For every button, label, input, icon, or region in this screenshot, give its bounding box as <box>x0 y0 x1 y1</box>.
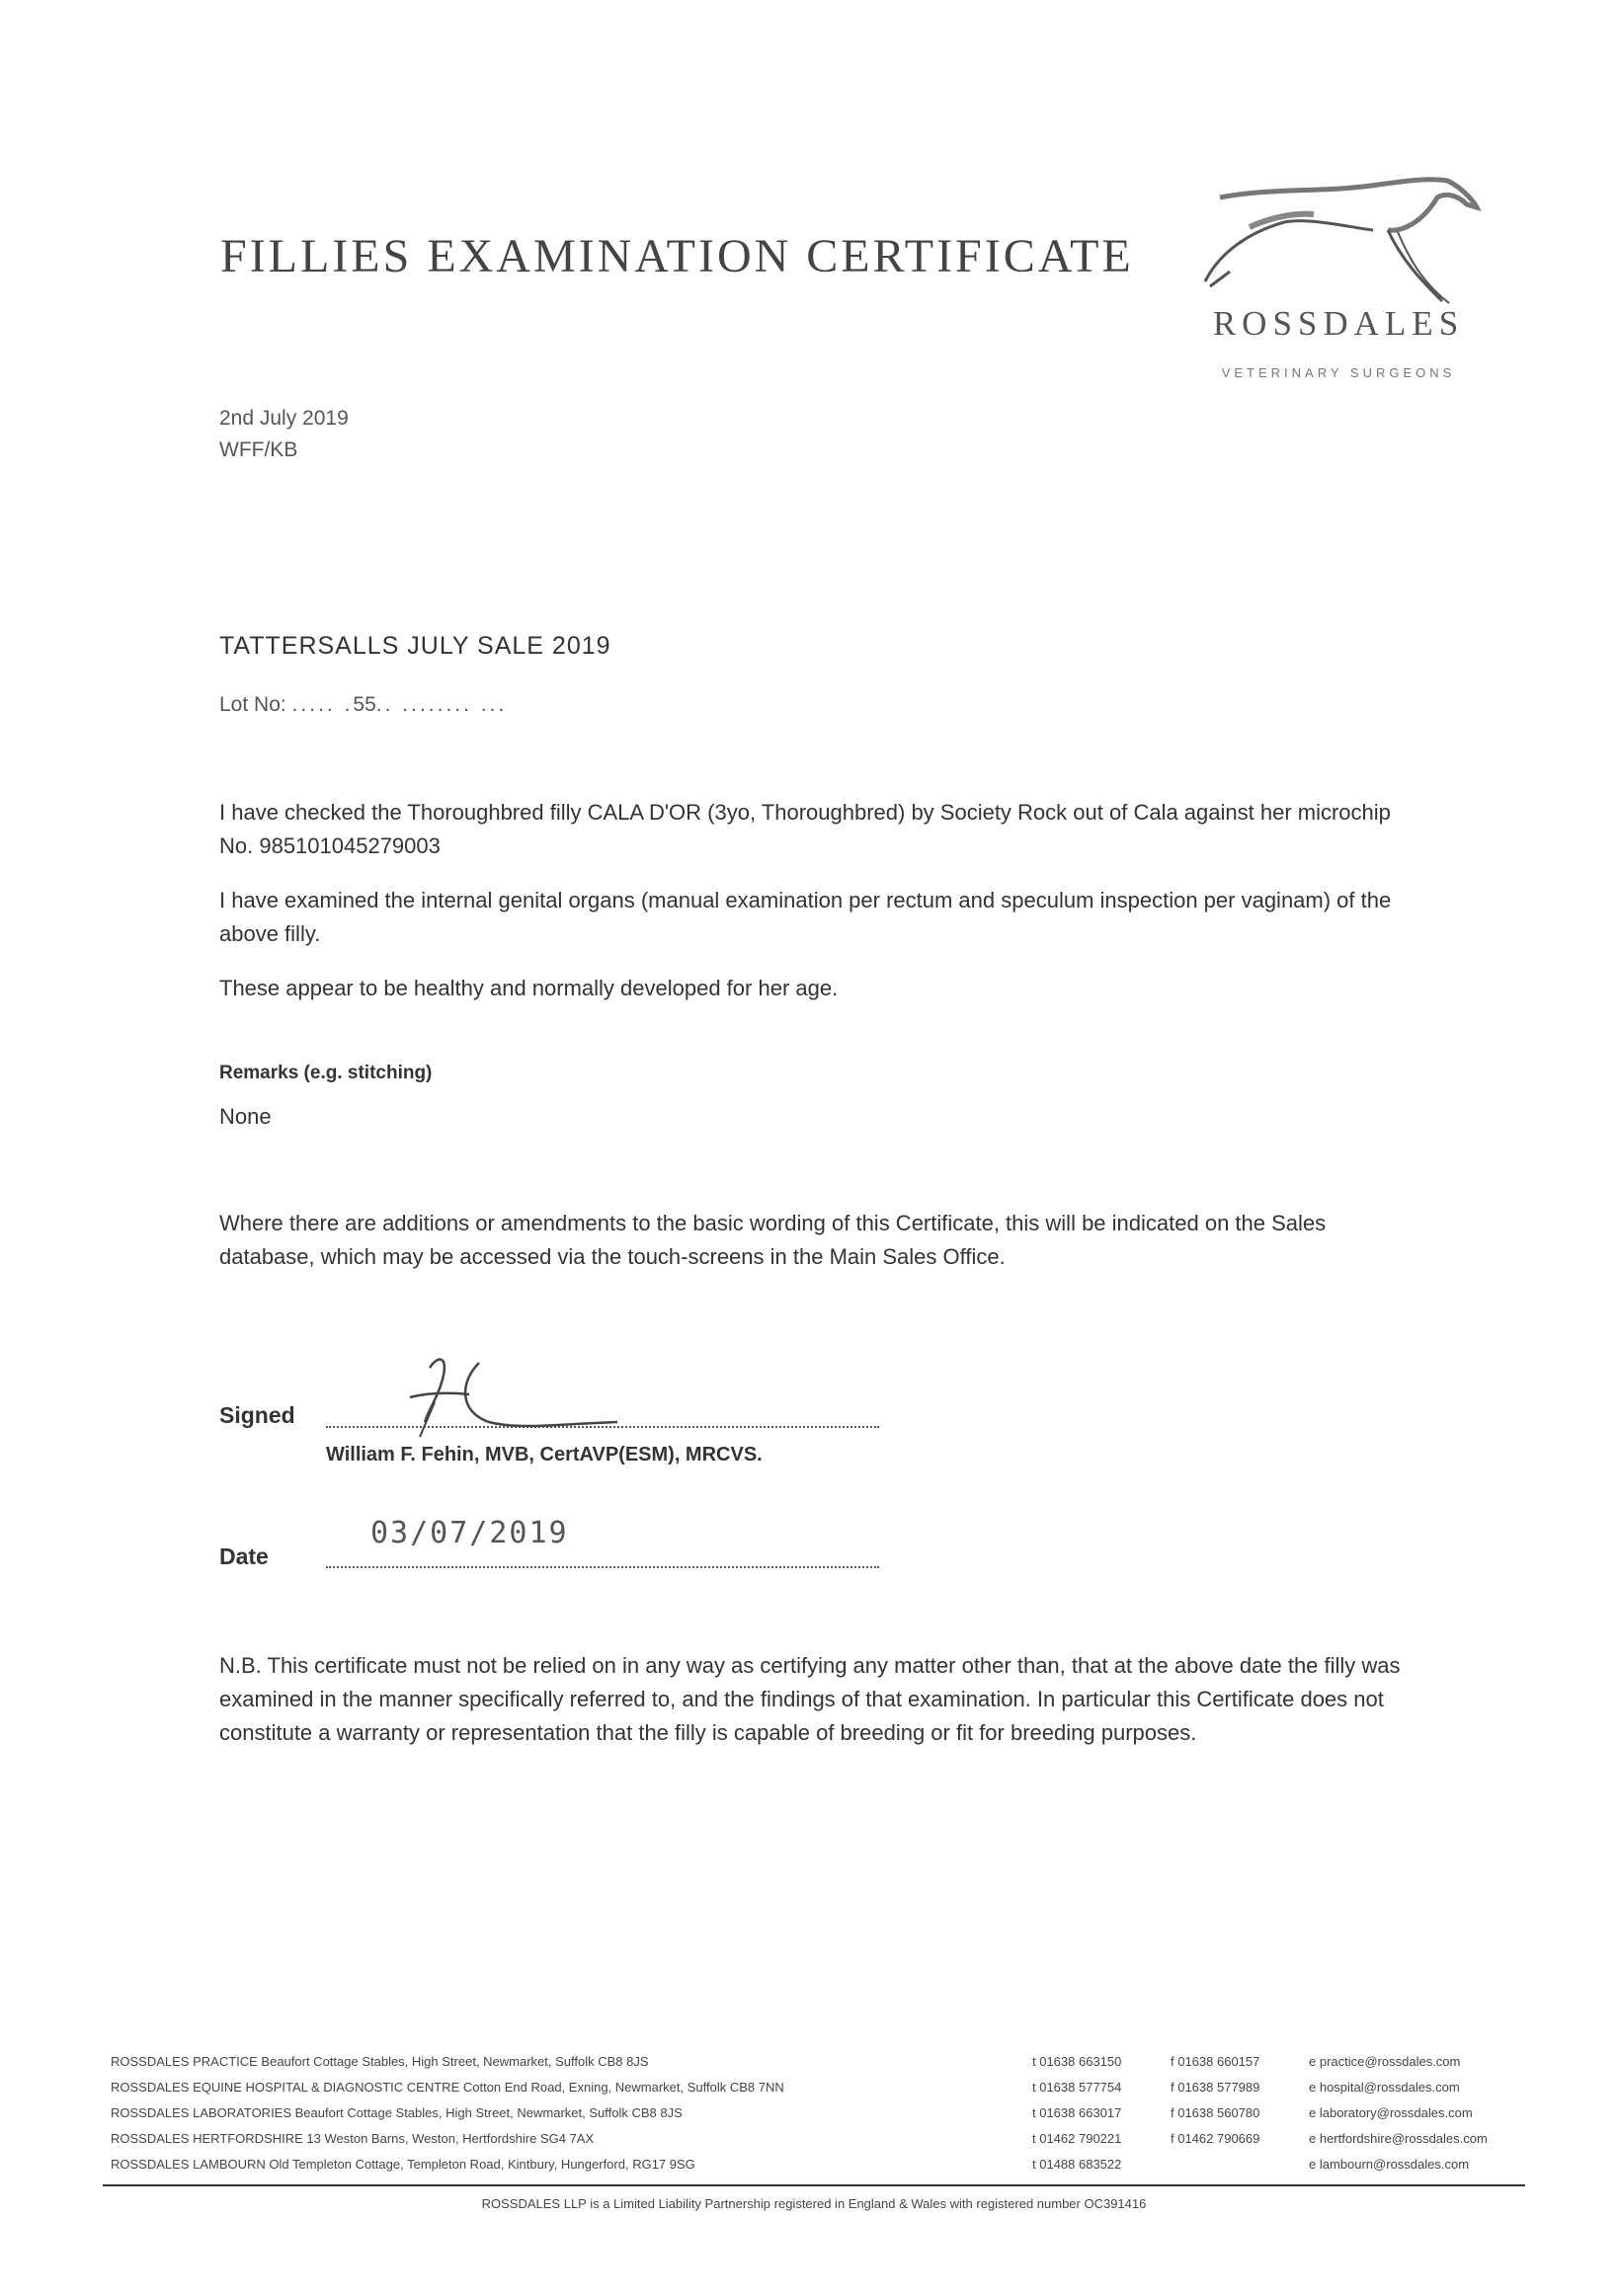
sale-title: TATTERSALLS JULY SALE 2019 <box>219 632 611 660</box>
rossdales-horse-logo <box>1190 173 1487 390</box>
footer-tel: t 01488 683522 <box>1032 2157 1122 2172</box>
footer-fax: f 01638 577989 <box>1171 2080 1260 2095</box>
lot-label: Lot No: <box>219 693 286 716</box>
certificate-title: FILLIES EXAMINATION CERTIFICATE <box>220 230 1134 282</box>
footer-email: e practice@rossdales.com <box>1309 2054 1461 2069</box>
footer-email: e laboratory@rossdales.com <box>1309 2105 1473 2120</box>
footer-address: ROSSDALES HERTFORDSHIRE 13 Weston Barns, Weston, Hertfordshire SG4 7AX <box>111 2131 595 2146</box>
microchip-paragraph: I have checked the Thoroughbred filly CALA D'OR (3yo, Thoroughbred) by Society Rock out of Cala against her microchip No. 985101045279003 <box>219 800 1391 858</box>
footer-divider <box>103 2184 1525 2186</box>
footer-address: ROSSDALES PRACTICE Beaufort Cottage Stables, High Street, Newmarket, Suffolk CB8 8JS <box>111 2054 649 2069</box>
reference-code: WFF/KB <box>219 438 298 461</box>
date-line <box>326 1566 879 1568</box>
letter-date: 2nd July 2019 <box>219 407 349 430</box>
footer-email: e hertfordshire@rossdales.com <box>1309 2131 1488 2146</box>
lot-number: 55 <box>353 693 376 716</box>
footer-registration-note: ROSSDALES LLP is a Limited Liability Partnership registered in England & Wales with registered number OC391416 <box>481 2196 1147 2211</box>
logo-tagline: VETERINARY SURGEONS <box>1221 365 1456 380</box>
footer-fax: f 01638 560780 <box>1171 2105 1260 2120</box>
footer-address: ROSSDALES LAMBOURN Old Templeton Cottage, Templeton Road, Kintbury, Hungerford, RG17 9SG <box>111 2157 695 2172</box>
signer-name: William F. Fehin, MVB, CertAVP(ESM), MRCVS. <box>326 1444 763 1465</box>
disclaimer-paragraph: N.B. This certificate must not be relied on in any way as certifying any matter other than, that at the above date the filly was examined in the manner specifically referred to, and the findings of that examination. In particular this Certificate does not constitute a warranty or representation that the filly is capable of breeding or fit for breeding purposes. <box>219 1653 1401 1745</box>
footer-email: e lambourn@rossdales.com <box>1309 2157 1470 2172</box>
remarks-value: None <box>219 1104 272 1129</box>
footer-tel: t 01638 663017 <box>1032 2105 1122 2120</box>
logo-wordmark: ROSSDALES <box>1212 304 1465 343</box>
footer-tel: t 01462 790221 <box>1032 2131 1122 2146</box>
signed-label: Signed <box>219 1402 295 1428</box>
footer-tel: t 01638 577754 <box>1032 2080 1122 2095</box>
footer-tel: t 01638 663150 <box>1032 2054 1122 2069</box>
amendments-paragraph: Where there are additions or amendments to the basic wording of this Certificate, this will be indicated on the Sales database, which may be accessed via the touch-screens in the Main Sales Office. <box>219 1211 1327 1269</box>
handwritten-signature <box>390 1343 647 1452</box>
footer-address: ROSSDALES LABORATORIES Beaufort Cottage Stables, High Street, Newmarket, Suffolk CB8 8JS <box>111 2105 683 2120</box>
footer-address: ROSSDALES EQUINE HOSPITAL & DIAGNOSTIC CENTRE Cotton End Road, Exning, Newmarket, Suffolk CB8 7NN <box>111 2080 784 2095</box>
date-label: Date <box>219 1544 269 1569</box>
remarks-label: Remarks (e.g. stitching) <box>219 1063 433 1083</box>
examination-paragraph: I have examined the internal genital organs (manual examination per rectum and speculum inspection per vaginam) of the above filly. <box>219 888 1392 946</box>
footer-fax: f 01638 660157 <box>1171 2054 1260 2069</box>
lot-line: Lot No: ..... .55.. ........ ... <box>219 693 508 716</box>
footer-email: e hospital@rossdales.com <box>1309 2080 1460 2095</box>
handwritten-date: 03/07/2019 <box>370 1516 569 1550</box>
footer-fax: f 01462 790669 <box>1171 2131 1260 2146</box>
findings-paragraph: These appear to be healthy and normally developed for her age. <box>219 976 839 1000</box>
